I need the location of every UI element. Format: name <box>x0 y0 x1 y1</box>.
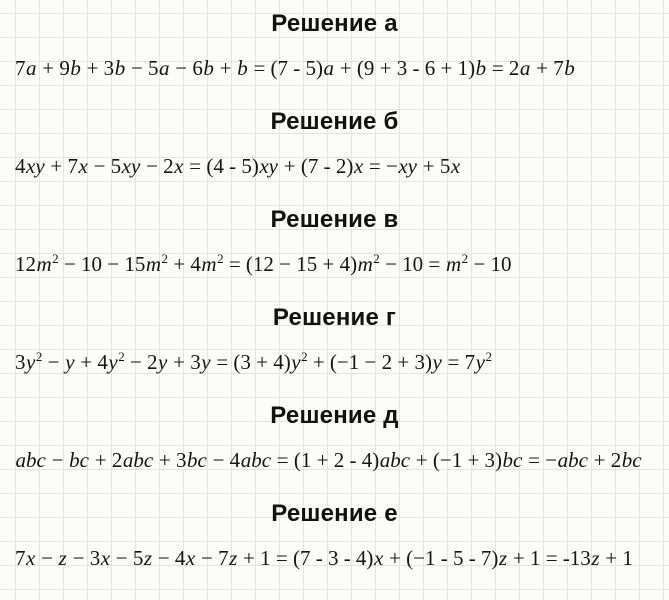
solution-section-a <box>0 9 669 107</box>
equation-d: abc − bc + 2abc + 3bc − 4abc = (1 + 2 - 4)abc + (−1 + 3)bc = −abc + 2bc <box>15 448 642 472</box>
equation-e: 7x − z − 3x − 5z − 4x − 7z + 1 = (7 - 3 - 4)x + (−1 - 5 - 7)z + 1 = -13z + 1 <box>15 546 633 570</box>
equation-a: 7a + 9b + 3b − 5a − 6b + b = (7 - 5)a + (9 + 3 - 6 + 1)b = 2a + 7b <box>15 56 575 80</box>
section-heading-g: Решение г <box>272 304 397 331</box>
section-heading-v: Решение в <box>270 206 399 233</box>
section-heading-b: Решение б <box>270 108 399 135</box>
solution-section-g <box>0 303 669 401</box>
equation-v: $12m^2 - 10 - 15m^2 + 4m^2 = (12 - 15 + 4)m^2 - 10 = m^2 - 10$ <box>15 251 512 276</box>
solution-section-b <box>0 107 669 205</box>
equation-g: $3y^2 - y + 4y^2 - 2y + 3y = (3 + 4)y^2 + (-1 - 2 + 3)y = 7y^2$ <box>15 349 492 374</box>
section-heading-a: Решение а <box>271 10 398 37</box>
solution-section-d <box>0 401 669 499</box>
solution-section-e <box>0 499 669 597</box>
section-heading-d: Решение д <box>270 402 399 429</box>
solution-section-v <box>0 205 669 303</box>
equation-b: 4xy + 7x − 5xy − 2x = (4 - 5)xy + (7 - 2)x = −xy + 5x <box>15 154 461 178</box>
section-heading-e: Решение е <box>271 500 398 527</box>
